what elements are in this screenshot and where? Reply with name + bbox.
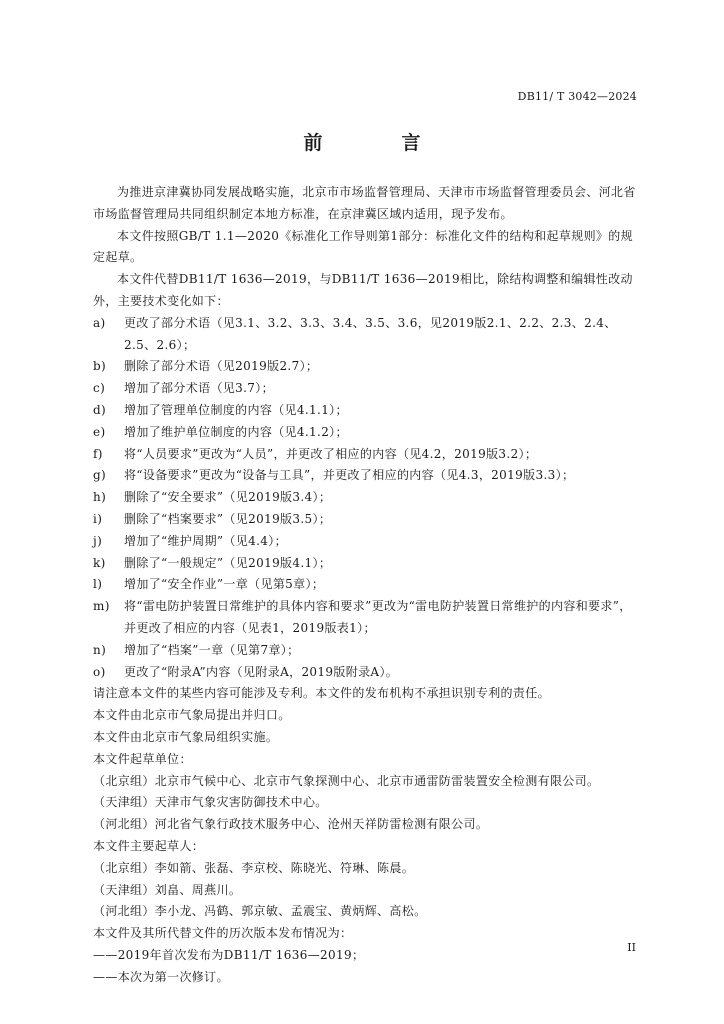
change-item <box>93 574 639 596</box>
change-marker: f) <box>93 446 103 461</box>
drafting-rules-paragraph: 本文件按照GB/T 1.1—2020《标准化工作导则第1部分：标准化文件的结构和起草规则》的规定起草。 <box>93 228 633 265</box>
drafters-tianjin: （天津组）刘畠、周燕川。 <box>93 882 242 897</box>
drafters-hebei: （河北组）李小龙、冯鹤、郭京敏、孟震宝、黄炳辉、高松。 <box>93 904 427 919</box>
change-marker: d) <box>93 402 107 417</box>
change-item <box>93 313 639 357</box>
change-item <box>93 640 639 662</box>
change-marker: i) <box>93 511 103 526</box>
page-title: 前 言 <box>303 132 451 154</box>
change-text: 增加了维护单位制度的内容（见4.1.2）； <box>124 424 348 439</box>
change-item <box>93 356 639 378</box>
change-marker: a) <box>93 315 106 330</box>
change-marker: b) <box>93 359 107 374</box>
change-item <box>93 487 639 509</box>
history-item: ——2019年首次发布为DB11/T 1636—2019； <box>93 947 365 962</box>
change-item <box>93 465 639 487</box>
change-item <box>93 400 639 422</box>
change-text: 更改了“附录A”内容（见附录A，2019版附录A）。 <box>124 664 399 679</box>
change-marker: e) <box>93 424 106 439</box>
change-text: 将“设备要求”更改为“设备与工具”，并更改了相应的内容（见4.3，2019版3.3）； <box>124 468 575 483</box>
change-marker: j) <box>93 533 103 548</box>
change-item <box>93 378 639 400</box>
change-marker: m) <box>93 599 110 614</box>
change-item <box>93 553 639 575</box>
change-marker: l) <box>93 577 103 592</box>
change-text: 增加了部分术语（见3.7）； <box>124 381 274 396</box>
proposer-line: 本文件由北京市气象局提出并归口。 <box>93 708 291 723</box>
change-marker: k) <box>93 555 106 570</box>
change-text: 增加了“档案”一章（见第7章）； <box>124 642 300 657</box>
change-text: 增加了管理单位制度的内容（见4.1.1）； <box>124 402 348 417</box>
change-text: 删除了“一般规定”（见2019版4.1）； <box>124 555 332 570</box>
change-item <box>93 662 639 684</box>
change-text: 删除了“安全要求”（见2019版3.4）； <box>124 490 332 505</box>
change-marker: h) <box>93 490 107 505</box>
intro-paragraph: 为推进京津冀协同发展战略实施，北京市市场监督管理局、天津市市场监督管理委员会、河北省市场监督管理局共同组织制定本地方标准，在京津冀区域内适用，现予发布。 <box>93 185 636 221</box>
change-item <box>93 509 639 531</box>
patent-notice: 请注意本文件的某些内容可能涉及专利。本文件的发布机构不承担识别专利的责任。 <box>93 686 550 701</box>
change-text: 删除了部分术语（见2019版2.7）； <box>124 359 319 374</box>
history-item: ——本次为第一次修订。 <box>93 969 229 984</box>
change-text: 将“人员要求”更改为“人员”，并更改了相应的内容（见4.2，2019版3.2）； <box>124 446 538 461</box>
drafting-unit-beijing: （北京组）北京市气候中心、北京市气象探测中心、北京市通雷防雷装置安全检测有限公司。 <box>93 773 600 788</box>
drafting-unit-tianjin: （天津组）天津市气象灾害防御技术中心。 <box>93 795 328 810</box>
drafting-unit-hebei: （河北组）河北省气象行政技术服务中心、沧州天祥防雷检测有限公司。 <box>93 817 489 832</box>
change-marker: o) <box>93 664 106 679</box>
replacement-paragraph: 本文件代替DB11/T 1636—2019，与DB11/T 1636—2019相比，除结构调整和编辑性改动外，主要技术变化如下： <box>93 272 633 308</box>
change-list <box>93 313 639 684</box>
foreword-body <box>93 182 639 988</box>
change-item <box>93 531 639 553</box>
drafters-heading: 本文件主要起草人： <box>93 838 205 853</box>
drafters-beijing: （北京组）李如箭、张磊、李京校、陈晓光、符琳、陈晨。 <box>93 860 415 875</box>
history-heading: 本文件及其所代替文件的历次版本发布情况为： <box>93 926 353 941</box>
standard-number: DB11/ T 3042—2024 <box>517 90 637 103</box>
change-text: 将“雷电防护装置日常维护的具体内容和要求”更改为“雷电防护装置日常维护的内容和要求”，并更改了相应的内容（见表1，2019版表1）； <box>124 599 632 635</box>
change-item <box>93 444 639 466</box>
implementer-line: 本文件由北京市气象局组织实施。 <box>93 729 279 744</box>
change-item <box>93 422 639 444</box>
change-text: 删除了“档案要求”（见2019版3.5）； <box>124 511 332 526</box>
page-number: II <box>627 941 636 954</box>
change-text: 更改了部分术语（见3.1、3.2、3.3、3.4、3.5、3.6，见2019版2.1、2.2、2.3、2.4、2.5、2.6）； <box>124 315 617 352</box>
drafting-units-heading: 本文件起草单位： <box>93 751 192 766</box>
change-marker: n) <box>93 642 107 657</box>
change-text: 增加了“安全作业”一章（见第5章）； <box>124 577 325 592</box>
change-item <box>93 596 639 640</box>
change-marker: g) <box>93 468 107 483</box>
change-marker: c) <box>93 381 106 396</box>
change-text: 增加了“维护周期”（见4.4）； <box>124 533 287 548</box>
